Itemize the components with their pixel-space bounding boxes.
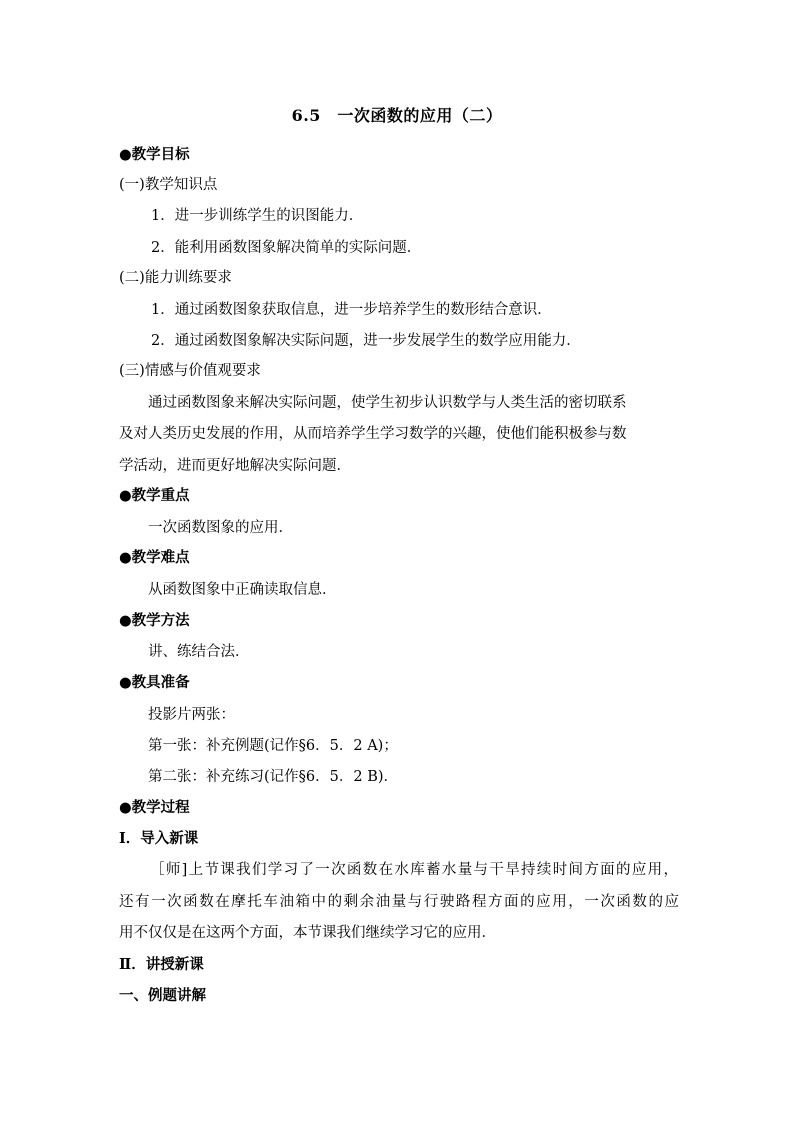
ability-item: 2．通过函数图象解决实际问题，进一步发展学生的数学应用能力．	[151, 333, 581, 349]
knowledge-item: 2．能利用函数图象解决简单的实际问题．	[151, 240, 422, 256]
tools-line: 第一张：补充例题(记作§6．5．2 A)；	[148, 738, 398, 754]
knowledge-item: 1．进一步训练学生的识图能力．	[151, 208, 364, 224]
difficulty-text: 从函数图象中正确读取信息．	[148, 582, 337, 598]
intro-line: ［师]上节课我们学习了一次函数在水库蓄水量与干旱持续时间方面的应用，	[150, 862, 678, 878]
example-heading: 一、例题讲解	[119, 987, 206, 1004]
emotion-line: 学活动，进而更好地解决实际问题．	[119, 458, 351, 474]
intro-line: 用不仅仅是在这两个方面，本节课我们继续学习它的应用．	[119, 925, 496, 941]
emotion-heading: (三)情感与价值观要求	[119, 363, 261, 379]
emotion-line: 通过函数图象来解决实际问题，使学生初步认识数学与人类生活的密切联系	[148, 395, 627, 411]
emotion-line: 及对人类历史发展的作用，从而培养学生学习数学的兴趣，使他们能积极参与数	[119, 426, 627, 442]
intro-line: 还有一次函数在摩托车油箱中的剩余油量与行驶路程方面的应用，一次函数的应	[119, 894, 679, 910]
knowledge-heading: (一)教学知识点	[119, 177, 218, 193]
focus-heading: ●教学重点	[119, 487, 190, 504]
objectives-heading: ●教学目标	[119, 146, 190, 163]
method-text: 讲、练结合法．	[148, 644, 250, 660]
intro-heading: Ⅰ．导入新课	[119, 830, 199, 847]
difficulty-heading: ●教学难点	[119, 549, 190, 566]
ability-heading: (二)能力训练要求	[119, 270, 232, 286]
process-heading: ●教学过程	[119, 799, 190, 816]
new-lesson-heading: Ⅱ．讲授新课	[119, 956, 204, 973]
page-title: 6.5 一次函数的应用（二）	[291, 106, 503, 125]
tools-heading: ●教具准备	[119, 674, 190, 691]
tools-line: 投影片两张：	[148, 707, 235, 723]
focus-text: 一次函数图象的应用．	[148, 520, 293, 536]
ability-item: 1．通过函数图象获取信息，进一步培养学生的数形结合意识．	[151, 302, 552, 318]
method-heading: ●教学方法	[119, 612, 190, 629]
tools-line: 第二张：补充练习(记作§6．5．2 B)．	[148, 769, 399, 785]
